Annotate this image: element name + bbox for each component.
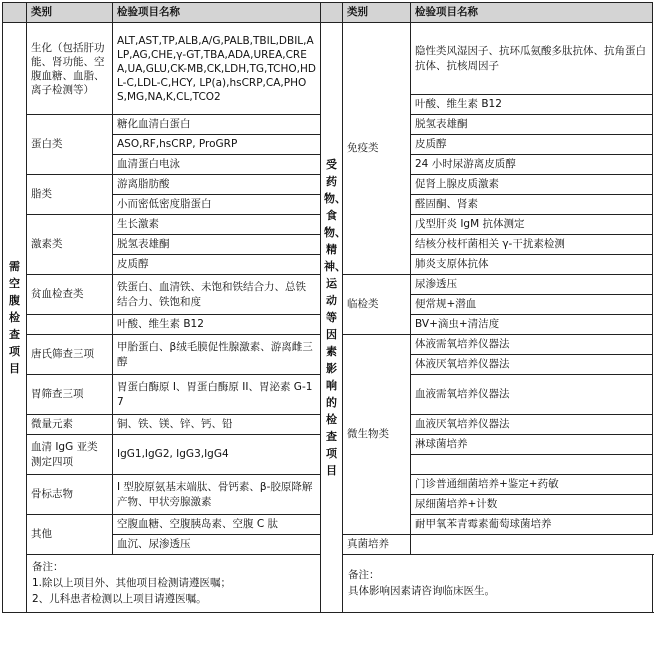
immune-item-7: 醛固酮、肾素 (411, 195, 653, 215)
lipid-item-2: 小而密低密度脂蛋白 (113, 195, 321, 215)
note-right (343, 555, 653, 613)
clinical-label: 临检类 (343, 275, 411, 335)
immune-item-5: 24 小时尿游离皮质醇 (411, 155, 653, 175)
micro-item-6: 门诊普通细菌培养+鉴定+药敏 (411, 475, 653, 495)
micro-item-7: 尿细菌培养+计数 (411, 495, 653, 515)
header-items-right: 检验项目名称 (411, 3, 653, 23)
gastric-items: 胃蛋白酶原 I、胃蛋白酶原 II、胃泌素 G-17 (113, 375, 321, 415)
header-blank-right (321, 3, 343, 23)
anemia-label-cont (27, 315, 113, 335)
clinical-item-3: BV+滴虫+清洁度 (411, 315, 653, 335)
micro-item-1: 体液需氧培养仪器法 (411, 335, 653, 355)
micro-label: 微生物类 (343, 335, 411, 535)
micro-item-3: 血液需氧培养仪器法 (411, 375, 653, 415)
header-items-left: 检验项目名称 (113, 3, 321, 23)
anemia-item-2: 叶酸、维生素 B12 (113, 315, 321, 335)
influence-side-label: 受药物、食物、精神、运动等因素影响的检查项目 (321, 23, 343, 613)
protein-item-3: 血清蛋白电泳 (113, 155, 321, 175)
immune-label: 免疫类 (343, 23, 411, 275)
header-category-left: 类别 (27, 3, 113, 23)
lipid-label: 脂类 (27, 175, 113, 215)
note-right-title: 备注： (348, 569, 380, 581)
note-left-title: 备注： (32, 561, 64, 573)
bone-label: 骨标志物 (27, 475, 113, 515)
biochem-label: 生化（包括肝功能、肾功能、空腹血糖、血脂、离子检测等） (27, 23, 113, 115)
clinical-item-2: 便常规+潜血 (411, 295, 653, 315)
hormone-item-3: 皮质醇 (113, 255, 321, 275)
note-left-line-1: 1.除以上项目外、其他项目检测请遵医嘱； (32, 577, 232, 589)
immune-item-10: 肺炎支原体抗体 (411, 255, 653, 275)
micro-item-8: 耐甲氧苯青霉素葡萄球菌培养 (411, 515, 653, 535)
micro-item-5: 淋球菌培养 (411, 435, 653, 455)
micro-blank (411, 455, 653, 475)
header-blank-left (3, 3, 27, 23)
immune-item-1: 隐性类风湿因子、抗环瓜氨酸多肽抗体、抗角蛋白抗体、抗核周因子 (411, 23, 653, 95)
hormone-item-1: 生长激素 (113, 215, 321, 235)
protein-label: 蛋白类 (27, 115, 113, 175)
note-right-line-1: 具体影响因素请咨询临床医生。 (348, 585, 495, 597)
clinical-item-1: 尿渗透压 (411, 275, 653, 295)
immune-item-6: 促肾上腺皮质激素 (411, 175, 653, 195)
bone-items: I 型胶原氨基末端肽、骨钙素、β-胶原降解产物、甲状旁腺激素 (113, 475, 321, 515)
note-left-line-2: 2、儿科患者检测以上项目请遵医嘱。 (32, 593, 207, 605)
protein-item-1: 糖化血清白蛋白 (113, 115, 321, 135)
hormone-label: 激素类 (27, 215, 113, 275)
igg-items: IgG1,IgG2, IgG3,IgG4 (113, 435, 321, 475)
hormone-item-2: 脱氢表雄酮 (113, 235, 321, 255)
trace-label: 微量元素 (27, 415, 113, 435)
gastric-label: 胃筛查三项 (27, 375, 113, 415)
anemia-label: 贫血检查类 (27, 275, 113, 315)
immune-item-9: 结核分枝杆菌相关 γ-干扰素检测 (411, 235, 653, 255)
other-item-1: 空腹血糖、空腹胰岛素、空腹 C 肽 (113, 515, 321, 535)
other-label: 其他 (27, 515, 113, 555)
header-category-right: 类别 (343, 3, 411, 23)
micro-item-9: 真菌培养 (343, 535, 411, 555)
fasting-side-label: 需空腹检查项目 (3, 23, 27, 613)
micro-item-2: 体液厌氧培养仪器法 (411, 355, 653, 375)
lipid-item-1: 游离脂肪酸 (113, 175, 321, 195)
immune-item-2: 叶酸、维生素 B12 (411, 95, 653, 115)
down-screen-label: 唐氏筛查三项 (27, 335, 113, 375)
note-left (27, 555, 343, 613)
down-screen-items: 甲胎蛋白、β绒毛膜促性腺激素、游离雌三醇 (113, 335, 321, 375)
biochem-items: ALT,AST,TP,ALB,A/G,PALB,TBIL,DBIL,ALP,AG,CHE,γ-GT,TBA,ADA,UREA,CREA,UA,GLU,CK-MB,CK,LDH,TG,TCHO,HDL-C,LDL-C,HCY, LP(a),hsCRP,CA,PHOS,MG,NA,K,CL,TCO2 (113, 23, 321, 115)
other-item-2: 血沉、尿渗透压 (113, 535, 321, 555)
igg-label: 血清 IgG 亚类测定四项 (27, 435, 113, 475)
immune-item-4: 皮质醇 (411, 135, 653, 155)
micro-item-4: 血液厌氧培养仪器法 (411, 415, 653, 435)
protein-item-2: ASO,RF,hsCRP, ProGRP (113, 135, 321, 155)
immune-item-8: 戊型肝炎 IgM 抗体测定 (411, 215, 653, 235)
anemia-item-1: 铁蛋白、血清铁、未饱和铁结合力、总铁结合力、铁饱和度 (113, 275, 321, 315)
test-items-table (2, 2, 653, 613)
immune-item-3: 脱氢表雄酮 (411, 115, 653, 135)
trace-items: 铜、铁、镁、锌、钙、铅 (113, 415, 321, 435)
